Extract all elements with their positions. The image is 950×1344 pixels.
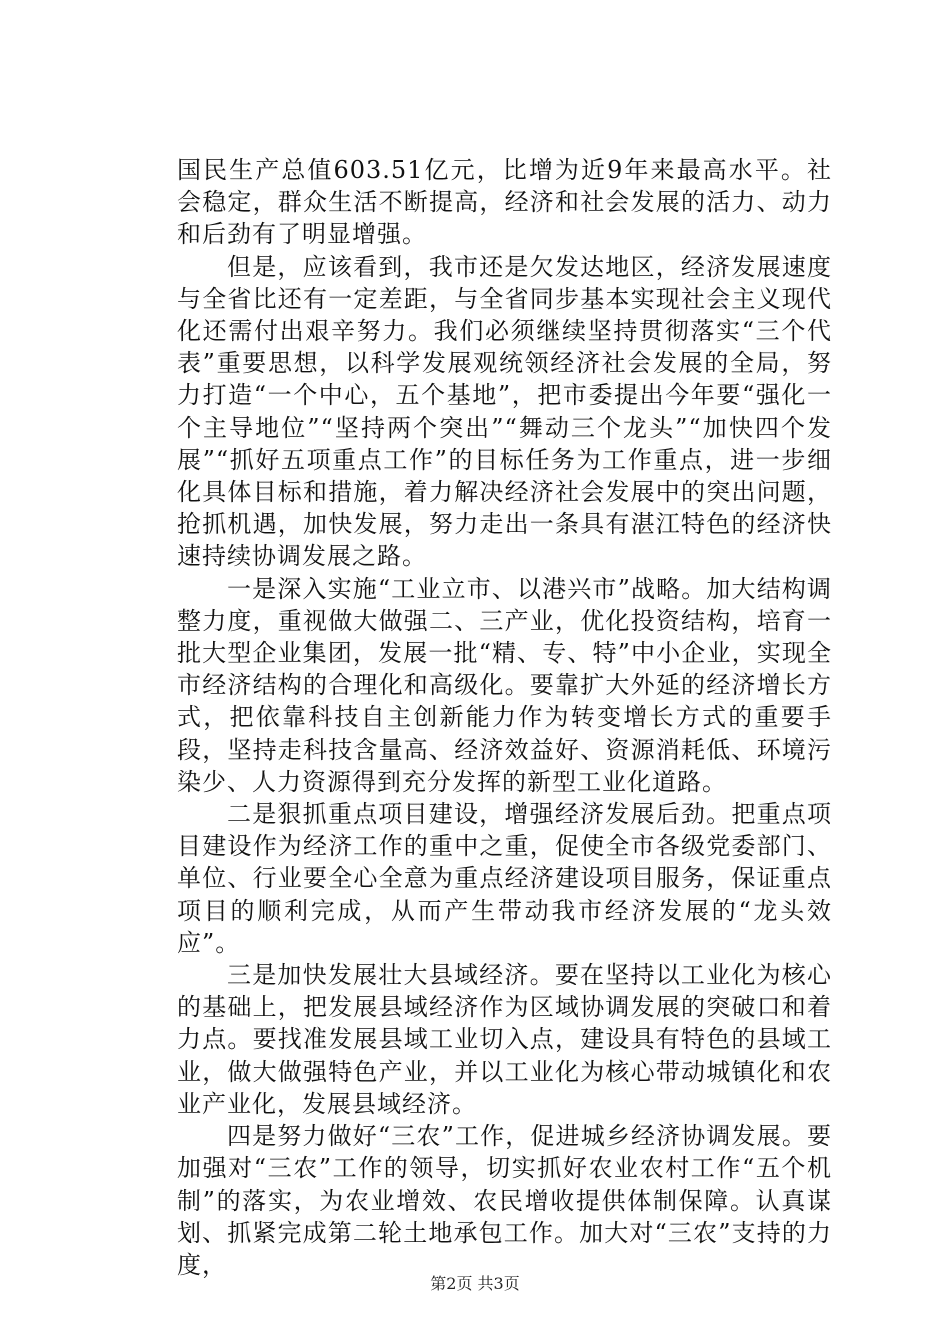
paragraph-point-one: 一是深入实施“工业立市、以港兴市”战略。加大结构调整力度，重视做大做强二、三产业，优化投资结构，培育一批大型企业集团，发展一批“精、专、特”中小企业，实现全市经济结构的合理化和高级化。要靠扩大外延的经济增长方式，把依靠科技自主创新能力作为转变增长方式的重要手段，坚持走科技含量高、经济效益好、资源消耗低、环境污染少、人力资源得到充分发挥的新型工业化道路。	[177, 574, 832, 796]
paragraph-point-four: 四是努力做好“三农”工作，促进城乡经济协调发展。要加强对“三农”工作的领导，切实抓好农业农村工作“五个机制”的落实，为农业增效、农民增收提供体制保障。认真谋划、抓紧完成第二轮土地承包工作。加大对“三农”支持的力度，	[177, 1122, 832, 1279]
paragraph-point-two: 二是狠抓重点项目建设，增强经济发展后劲。把重点项目建设作为经济工作的重中之重，促使全市各级党委部门、单位、行业要全心全意为重点经济建设项目服务，保证重点项目的顺利完成，从而产生带动我市经济发展的“龙头效应”。	[177, 800, 832, 957]
page-number-footer: 第2页 共3页	[430, 1274, 520, 1293]
paragraph-point-three: 三是加快发展壮大县域经济。要在坚持以工业化为核心的基础上，把发展县域经济作为区域协调发展的突破口和着力点。要找准发展县域工业切入点，建设具有特色的县域工业，做大做强特色产业，并以工业化为核心带动城镇化和农业产业化，发展县域经济。	[177, 961, 832, 1118]
document-body	[177, 154, 832, 1281]
paragraph-however: 但是，应该看到，我市还是欠发达地区，经济发展速度与全省比还有一定差距，与全省同步基本实现社会主义现代化还需付出艰辛努力。我们必须继续坚持贯彻落实“三个代表”重要思想，以科学发展观统领经济社会发展的全局，努力打造“一个中心，五个基地”，把市委提出今年要“强化一个主导地位”“坚持两个突出”“舞动三个龙头”“加快四个发展”“抓好五项重点工作”的目标任务为工作重点，进一步细化具体目标和措施，着力解决经济社会发展中的突出问题，抢抓机遇，加快发展，努力走出一条具有湛江特色的经济快速持续协调发展之路。	[177, 252, 832, 571]
paragraph-continuation: 国民生产总值603.51亿元，比增为近9年来最高水平。社会稳定，群众生活不断提高，经济和社会发展的活力、动力和后劲有了明显增强。	[177, 156, 832, 249]
